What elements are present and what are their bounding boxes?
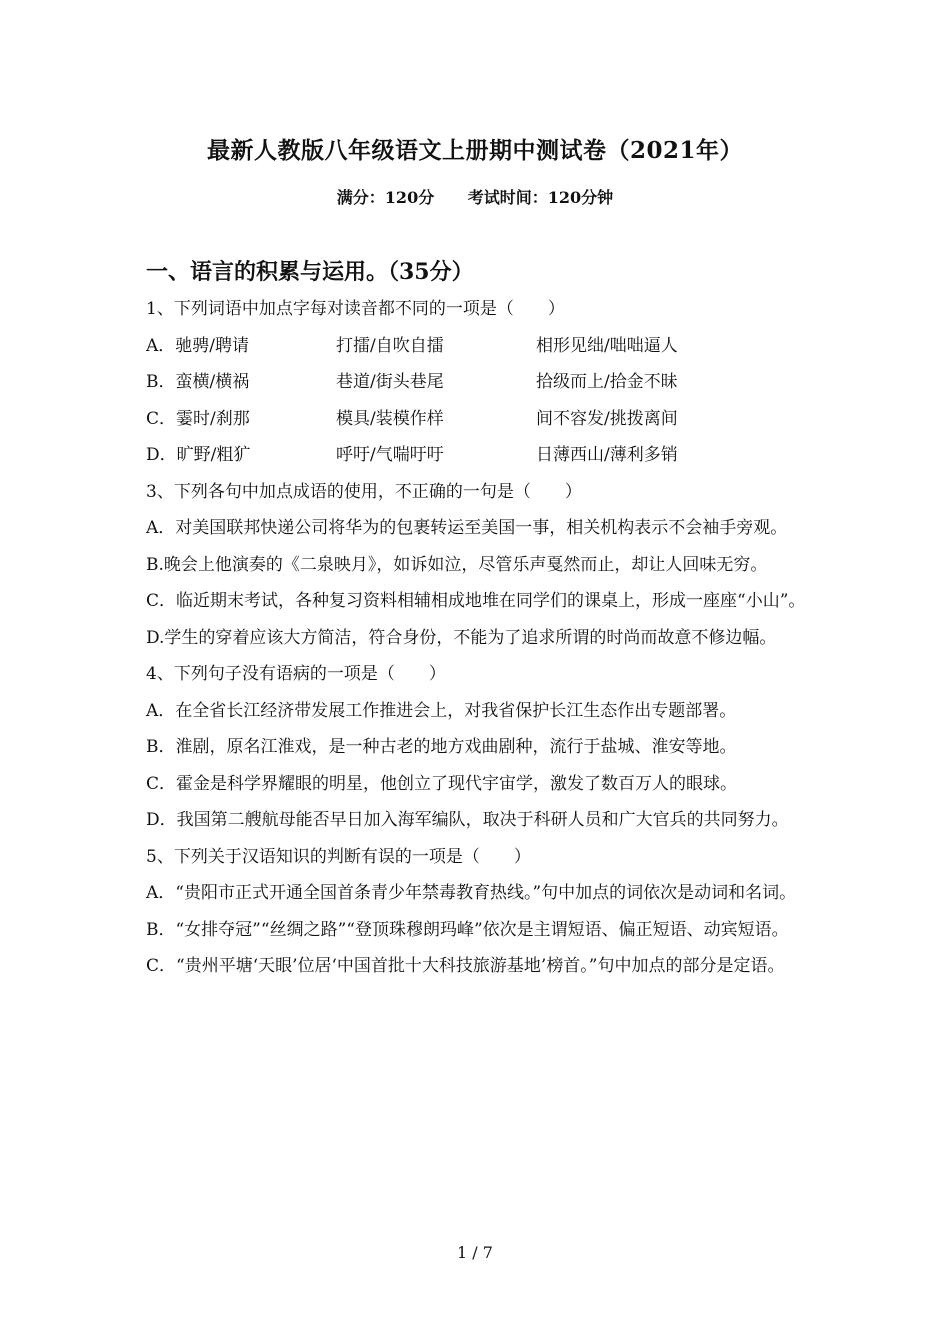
question-3-stem: 3、下列各句中加点成语的使用，不正确的一句是（ ）: [146, 481, 582, 502]
option-part: 模具/装模作样: [336, 408, 444, 429]
question-4-option-a: A．在全省长江经济带发展工作推进会上，对我省保护长江生态作出专题部署。: [146, 700, 737, 721]
question-3-option-c: C．临近期末考试，各种复习资料相辅相成地堆在同学们的课桌上，形成一座座“小山”。: [146, 591, 806, 611]
exam-info: [0, 185, 950, 208]
question-3-option-b: B.晚会上他演奏的《二泉映月》，如诉如泣，尽管乐声戛然而止，却让人回味无穷。: [146, 554, 768, 575]
page-title: 最新人教版八年级语文上册期中测试卷（2021年）: [206, 137, 743, 164]
question-4-stem: 4、下列句子没有语病的一项是（ ）: [146, 664, 446, 684]
question-1-stem: 1、下列词语中加点字每对读音都不同的一项是（ ）: [146, 299, 565, 319]
section-heading: 一、语言的积累与运用。（35分）: [146, 259, 474, 285]
full-score: 满分：120分: [336, 188, 435, 207]
question-1-option-c: [146, 401, 810, 438]
exam-time: 考试时间：120分钟: [467, 188, 614, 207]
option-part: A．驰骋/聘请: [146, 335, 250, 356]
option-part: 相形见绌/咄咄逼人: [536, 335, 678, 356]
question-4-option-d: D．我国第二艘航母能否早日加入海军编队，取决于科研人员和广大官兵的共同努力。: [146, 810, 789, 830]
question-5-option-a: A．“贵阳市正式开通全国首条青少年禁毒教育热线。”句中加点的词依次是动词和名词。: [146, 883, 797, 903]
option-part: 打擂/自吹自擂: [336, 335, 444, 356]
question-4-option-c: C．霍金是科学界耀眼的明星，他创立了现代宇宙学，激发了数百万人的眼球。: [146, 773, 738, 794]
question-3-option-a: A．对美国联邦快递公司将华为的包裹转运至美国一事，相关机构表示不会袖手旁观。: [146, 518, 788, 538]
question-5-stem: 5、下列关于汉语知识的判断有误的一项是（ ）: [146, 846, 531, 867]
question-1-option-a: [146, 328, 810, 365]
question-5-option-c: C．“贵州平塘‘天眼’位居‘中国首批十大科技旅游基地’榜首。”句中加点的部分是定语。: [146, 956, 785, 976]
question-3-option-d: D.学生的穿着应该大方简洁，符合身份，不能为了追求所谓的时尚而故意不修边幅。: [146, 627, 777, 648]
page-number: 1 / 7: [457, 1243, 493, 1262]
option-part: C．霎时/刹那: [146, 408, 250, 429]
option-part: 呼吁/气喘吁吁: [336, 445, 444, 465]
option-part: 拾级而上/拾金不昧: [536, 372, 678, 392]
option-part: 间不容发/挑拨离间: [536, 408, 678, 429]
question-1-option-d: [146, 437, 810, 474]
option-part: 巷道/街头巷尾: [336, 372, 444, 392]
question-list: [146, 291, 810, 985]
option-part: 日薄西山/薄利多销: [536, 445, 678, 465]
question-5-option-b: B．“女排夺冠”“丝绸之路”“登顶珠穆朗玛峰”依次是主谓短语、偏正短语、动宾短语。: [146, 919, 789, 940]
question-1-option-b: [146, 364, 810, 401]
question-4-option-b: B．淮剧，原名江淮戏，是一种古老的地方戏曲剧种，流行于盐城、淮安等地。: [146, 737, 737, 757]
option-part: B．蛮横/横祸: [146, 372, 250, 392]
option-part: D．旷野/粗犷: [146, 445, 251, 465]
